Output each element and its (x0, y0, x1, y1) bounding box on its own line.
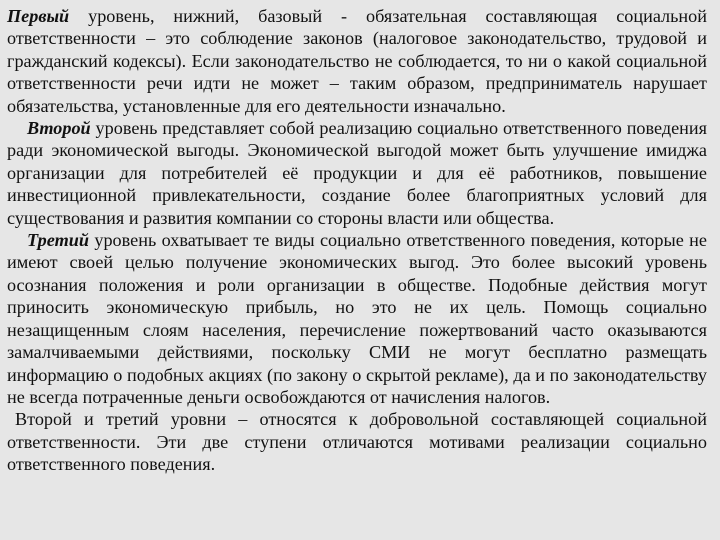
paragraph-first-level (7, 5, 707, 117)
paragraph-third-level (7, 229, 707, 408)
paragraph-lead: Третий (27, 230, 89, 251)
paragraph-text: уровень представляет собой реализацию социально ответственного поведения ради экономической выгоды. Экономической выгодой может быть улучшение имиджа организации для потребителей её продукции и для её работников, повышение инвестиционной привлекательности, создание более благоприятных условий для существования и развития компании со стороны власти или общества. (7, 118, 707, 228)
paragraph-text: уровень, нижний, базовый - обязательная составляющая социальной ответственности – это соблюдение законов (налоговое законодательство, трудовой и гражданский кодексы). Если законодательство не соблюдается, то ни о какой социальной ответственности речи идти не может – таким образом, предприниматель нарушает обязательства, установленные для его деятельности изначально. (7, 6, 707, 116)
paragraph-text: Второй и третий уровни – относятся к добровольной составляющей социальной ответственности. Эти две ступени отличаются мотивами реализации социально ответственного поведения. (7, 409, 707, 475)
paragraph-lead: Первый (7, 6, 70, 26)
paragraph-second-level (7, 117, 707, 229)
paragraph-text: уровень охватывает те виды социально ответственного поведения, которые не имеют своей целью получение экономических выгод. Это более высокий уровень осознания положения и роли организации в обществе. Подобные действия могут приносить экономическую прибыль, но это не их цель. Помощь социально незащищенным слоям населения, перечисление пожертвований часто оказываются замалчиваемыми действиями, поскольку СМИ не могут бесплатно размещать информацию о подобных акциях (по закону о скрытой рекламе), да и по законодательству не всегда потраченные деньги освобождаются от начисления налогов. (7, 230, 707, 407)
document-body (7, 5, 707, 476)
paragraph-lead: Второй (27, 118, 91, 139)
paragraph-summary (7, 408, 707, 475)
